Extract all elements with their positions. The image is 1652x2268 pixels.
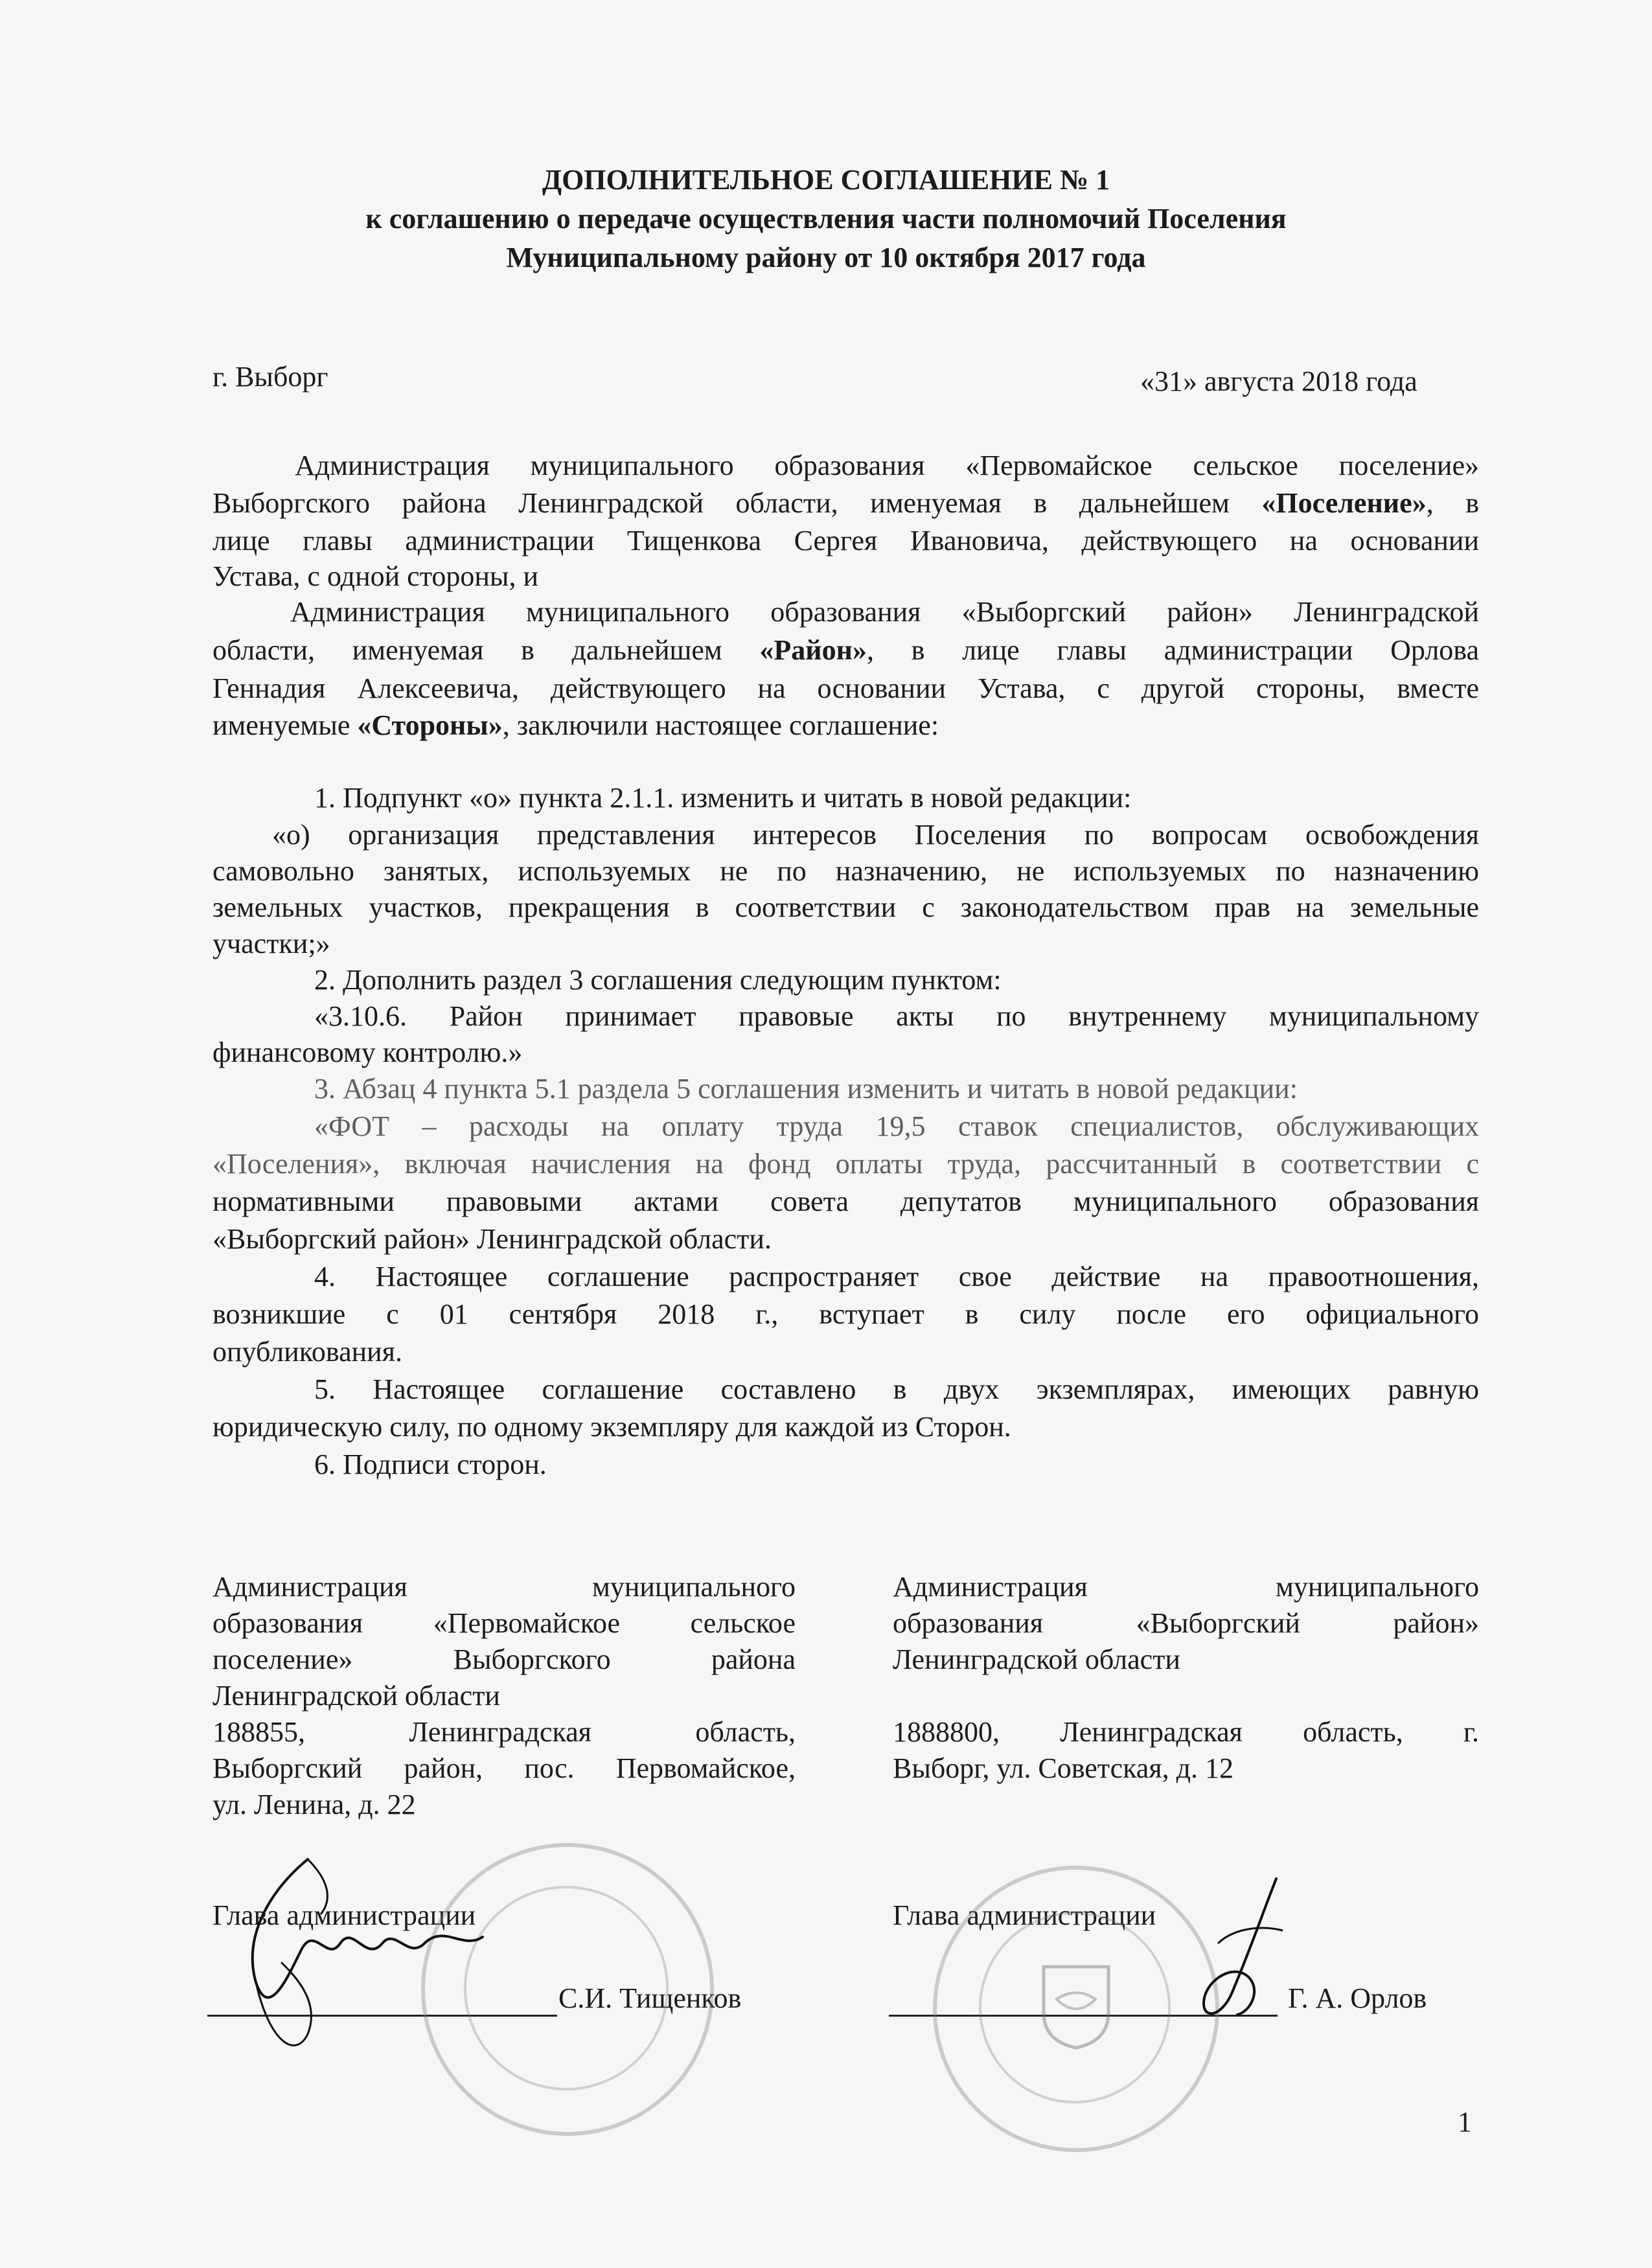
right-org-line1: Администрация муниципального xyxy=(893,1571,1479,1603)
right-address-line1: 1888800, Ленинградская область, г. xyxy=(893,1716,1479,1748)
document-title: ДОПОЛНИТЕЛЬНОЕ СОГЛАШЕНИЕ № 1 xyxy=(542,164,1110,196)
clause-1-line2: самовольно занятых, используемых не по назначению, не используемых по назначению xyxy=(212,855,1479,887)
document-subtitle-line2: Муниципальному району от 10 октября 2017 года xyxy=(506,242,1146,273)
left-handwritten-signature xyxy=(230,1853,502,2067)
preamble-p1-line4: Устава, с одной стороны, и xyxy=(212,560,538,592)
preamble-p1-line1: Администрация муниципального образования «Первомайское сельское поселение» xyxy=(295,450,1479,481)
clause-2-heading: 2. Дополнить раздел 3 соглашения следующим пунктом: xyxy=(314,964,1002,996)
left-address-line1: 188855, Ленинградская область, xyxy=(212,1716,796,1748)
clause-3-line1: «ФОТ – расходы на оплату труда 19,5 ставок специалистов, обслуживающих xyxy=(314,1110,1479,1142)
clause-4-line2: возникшие с 01 сентября 2018 г., вступает в силу после его официального xyxy=(212,1298,1479,1330)
left-org-line3: поселение» Выборгского района xyxy=(212,1644,796,1675)
signature-block-right xyxy=(893,1569,1479,1787)
right-org-line2: образования «Выборгский район» xyxy=(893,1607,1479,1639)
left-org-line4: Ленинградской области xyxy=(212,1680,500,1712)
signature-block-left xyxy=(212,1569,796,1823)
right-address-line2: Выборг, ул. Советская, д. 12 xyxy=(893,1752,1233,1784)
clause-4-line3: опубликования. xyxy=(212,1336,402,1368)
preamble-p1-line2: Выборгского района Ленинградской области, именуемая в дальнейшем «Поселение», в xyxy=(212,487,1479,519)
preamble-p2-line2: области, именуемая в дальнейшем «Район», в лице главы администрации Орлова xyxy=(212,634,1479,666)
preamble-p2-line3: Геннадия Алексеевича, действующего на основании Устава, с другой стороны, вместе xyxy=(212,672,1479,704)
clause-1-line3: земельных участков, прекращения в соответствии с законодательством прав на земельные xyxy=(212,891,1479,923)
left-address-line2: Выборгский район, пос. Первомайское, xyxy=(212,1752,796,1784)
left-address-line3: ул. Ленина, д. 22 xyxy=(212,1789,416,1820)
clause-4-line1: 4. Настоящее соглашение распространяет свое действие на правоотношения, xyxy=(314,1261,1479,1292)
clause-2-line1: «3.10.6. Район принимает правовые акты по внутреннему муниципальному xyxy=(314,1000,1479,1032)
clause-1-line4: участки;» xyxy=(212,928,330,959)
document-subtitle-line1: к соглашению о передаче осуществления части полномочий Поселения xyxy=(365,203,1287,235)
coat-of-arms-icon xyxy=(1037,1960,1115,2051)
preamble-p2-line4: именуемые «Стороны», заключили настоящее соглашение: xyxy=(212,709,939,741)
page-number: 1 xyxy=(1458,2106,1472,2138)
clause-3-heading: 3. Абзац 4 пункта 5.1 раздела 5 соглашения изменить и читать в новой редакции: xyxy=(314,1073,1298,1105)
left-signatory-role: Глава администрации xyxy=(212,1899,476,1931)
left-org-line1: Администрация муниципального xyxy=(212,1571,796,1603)
preamble-p1-line3: лице главы администрации Тищенкова Сергея Ивановича, действующего на основании xyxy=(212,525,1479,556)
right-org-line3: Ленинградской области xyxy=(893,1644,1180,1675)
left-org-line2: образования «Первомайское сельское xyxy=(212,1607,796,1639)
clause-6: 6. Подписи сторон. xyxy=(314,1449,547,1480)
date: «31» августа 2018 года xyxy=(1140,365,1417,397)
right-signatory-role: Глава администрации xyxy=(893,1899,1156,1931)
clause-1-line1: «о) организация представления интересов Поселения по вопросам освобождения xyxy=(272,819,1479,851)
city: г. Выборг xyxy=(212,361,328,393)
clause-5-line2: юридическую силу, по одному экземпляру для каждой из Сторон. xyxy=(212,1411,1011,1443)
clause-3-line2: «Поселения», включая начисления на фонд оплаты труда, рассчитанный в соответствии с xyxy=(212,1148,1479,1180)
clause-3-line3: нормативными правовыми актами совета депутатов муниципального образования xyxy=(212,1186,1479,1217)
preamble-p2-line1: Администрация муниципального образования «Выборгский район» Ленинградской xyxy=(290,596,1479,628)
clause-2-line2: финансовому контролю.» xyxy=(212,1037,523,1068)
clause-1-heading: 1. Подпункт «о» пункта 2.1.1. изменить и читать в новой редакции: xyxy=(314,782,1132,814)
clause-5-line1: 5. Настоящее соглашение составлено в двух экземплярах, имеющих равную xyxy=(314,1373,1479,1405)
right-signatory-name: Г. А. Орлов xyxy=(1288,1982,1427,2014)
clause-3-line4: «Выборгский район» Ленинградской области. xyxy=(212,1223,772,1255)
right-seal-stamp xyxy=(933,1866,1219,2152)
right-handwritten-signature xyxy=(1179,1866,1296,2028)
left-signatory-name: С.И. Тищенков xyxy=(558,1982,742,2014)
